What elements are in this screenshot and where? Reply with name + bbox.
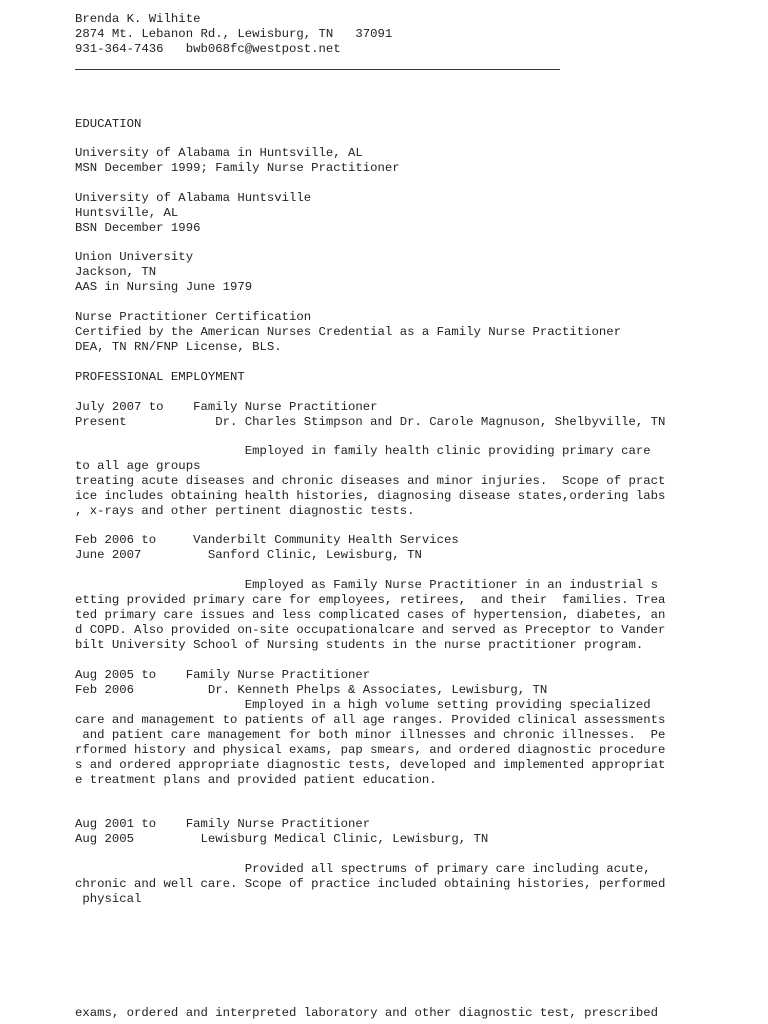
job-description-line: Employed in family health clinic providing primary care <box>75 444 651 458</box>
job-header-line: Aug 2005 to Family Nurse Practitioner <box>75 668 371 682</box>
employment-heading: PROFESSIONAL EMPLOYMENT <box>75 370 245 384</box>
applicant-name: Brenda K. Wilhite <box>75 12 201 26</box>
certification-line: Nurse Practitioner Certification <box>75 310 312 324</box>
certification-line: Certified by the American Nurses Credential as a Family Nurse Practitioner <box>75 325 622 339</box>
job-description-line: bilt University School of Nursing students in the nurse practitioner program. <box>75 638 644 652</box>
job-description-line: ted primary care issues and less complicated cases of hypertension, diabetes, an <box>75 608 666 622</box>
applicant-address: 2874 Mt. Lebanon Rd., Lewisburg, TN 37091 <box>75 27 393 41</box>
job-description-line: chronic and well care. Scope of practice included obtaining histories, performed <box>75 877 666 891</box>
continuation-line: exams, ordered and interpreted laboratory and other diagnostic test, prescribed <box>75 1006 658 1020</box>
job-header-line: July 2007 to Family Nurse Practitioner <box>75 400 378 414</box>
job-description-line: physical <box>75 892 142 906</box>
job-header-line: Feb 2006 Dr. Kenneth Phelps & Associates, Lewisburg, TN <box>75 683 548 697</box>
header-divider <box>75 69 560 70</box>
education-line: MSN December 1999; Family Nurse Practitioner <box>75 161 400 175</box>
job-description-line: e treatment plans and provided patient education. <box>75 773 437 787</box>
education-heading: EDUCATION <box>75 117 142 131</box>
job-header-line: Present Dr. Charles Stimpson and Dr. Carole Magnuson, Shelbyville, TN <box>75 415 666 429</box>
job-description-line: treating acute diseases and chronic diseases and minor injuries. Scope of pract <box>75 474 666 488</box>
job-header-line: June 2007 Sanford Clinic, Lewisburg, TN <box>75 548 422 562</box>
job-description-line: , x-rays and other pertinent diagnostic tests. <box>75 504 415 518</box>
job-description-line: Employed as Family Nurse Practitioner in an industrial s <box>75 578 658 592</box>
job-description-line: Employed in a high volume setting providing specialized <box>75 698 651 712</box>
job-description-line: Provided all spectrums of primary care including acute, <box>75 862 651 876</box>
education-line: University of Alabama Huntsville <box>75 191 312 205</box>
job-description-line: etting provided primary care for employees, retirees, and their families. Trea <box>75 593 666 607</box>
job-header-line: Feb 2006 to Vanderbilt Community Health Services <box>75 533 459 547</box>
job-description-line: s and ordered appropriate diagnostic tests, developed and implemented appropriat <box>75 758 666 772</box>
job-header-line: Aug 2001 to Family Nurse Practitioner <box>75 817 371 831</box>
job-description-line: care and management to patients of all age ranges. Provided clinical assessments <box>75 713 666 727</box>
job-description-line: rformed history and physical exams, pap smears, and ordered diagnostic procedure <box>75 743 666 757</box>
job-header-line: Aug 2005 Lewisburg Medical Clinic, Lewisburg, TN <box>75 832 489 846</box>
job-description-line: d COPD. Also provided on-site occupationalcare and served as Preceptor to Vander <box>75 623 666 637</box>
education-line: Union University <box>75 250 194 264</box>
education-line: University of Alabama in Huntsville, AL <box>75 146 363 160</box>
education-line: Huntsville, AL <box>75 206 179 220</box>
education-line: AAS in Nursing June 1979 <box>75 280 253 294</box>
certification-line: DEA, TN RN/FNP License, BLS. <box>75 340 282 354</box>
education-line: Jackson, TN <box>75 265 157 279</box>
education-line: BSN December 1996 <box>75 221 201 235</box>
job-description-line: ice includes obtaining health histories, diagnosing disease states,ordering labs <box>75 489 666 503</box>
job-description-line: and patient care management for both minor illnesses and chronic illnesses. Pe <box>75 728 666 742</box>
job-description-line: to all age groups <box>75 459 201 473</box>
applicant-contact: 931-364-7436 bwb068fc@westpost.net <box>75 42 341 56</box>
